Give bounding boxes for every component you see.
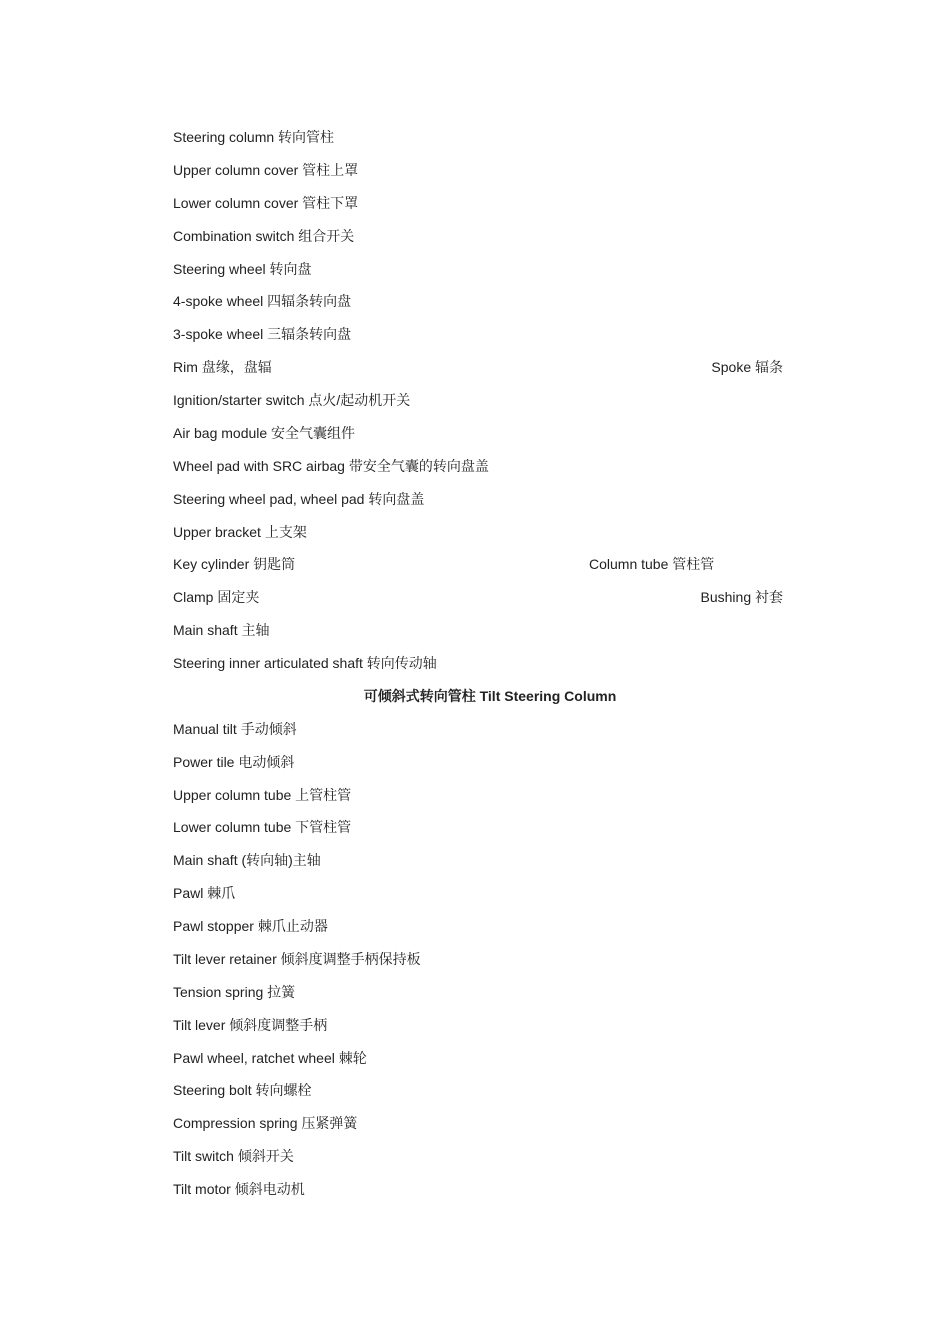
term-text: 4-spoke wheel 四辐条转向盘 <box>173 293 352 309</box>
term-line <box>173 323 783 345</box>
term-line <box>173 1014 783 1036</box>
term-line <box>173 1047 783 1069</box>
term-text: Main shaft 主轴 <box>173 622 270 638</box>
term-text: Main shaft (转向轴)主轴 <box>173 852 321 868</box>
term-line <box>173 948 783 970</box>
term-line <box>173 422 783 444</box>
term-line <box>173 981 783 1003</box>
term-text: Tilt switch 倾斜开关 <box>173 1148 294 1164</box>
term-text: 3-spoke wheel 三辐条转向盘 <box>173 326 352 342</box>
term-text: Pawl 棘爪 <box>173 885 236 901</box>
term-text: Combination switch 组合开关 <box>173 228 355 244</box>
term-text: Steering wheel 转向盘 <box>173 261 312 277</box>
term-text: Tilt lever 倾斜度调整手柄 <box>173 1017 328 1033</box>
term-line <box>173 126 783 148</box>
term-text: Power tile 电动倾斜 <box>173 754 295 770</box>
term-text: Tilt motor 倾斜电动机 <box>173 1181 305 1197</box>
term-text: Wheel pad with SRC airbag 带安全气囊的转向盘盖 <box>173 458 489 474</box>
term-text: Lower column cover 管柱下罩 <box>173 195 359 211</box>
term-line <box>173 192 783 214</box>
term-text: Lower column tube 下管柱管 <box>173 819 352 835</box>
term-text: Tilt lever retainer 倾斜度调整手柄保持板 <box>173 951 421 967</box>
term-line <box>173 455 783 477</box>
term-line <box>173 652 783 674</box>
term-line <box>173 816 783 838</box>
term-text: Steering bolt 转向螺栓 <box>173 1082 312 1098</box>
term-text: Steering wheel pad, wheel pad 转向盘盖 <box>173 491 425 507</box>
term-line <box>173 1112 783 1134</box>
term-text: Air bag module 安全气囊组件 <box>173 425 356 441</box>
term-text: Clamp 固定夹 <box>173 589 260 605</box>
term-text: Pawl stopper 棘爪止动器 <box>173 918 328 934</box>
term-text: Manual tilt 手动倾斜 <box>173 721 297 737</box>
term-text: Tension spring 拉簧 <box>173 984 296 1000</box>
term-line <box>173 553 783 575</box>
term-text-middle: Column tube 管柱管 <box>589 556 715 572</box>
term-line <box>173 915 783 937</box>
term-line <box>173 1079 783 1101</box>
term-text-right: Spoke 辐条 <box>711 359 783 375</box>
term-text: Steering inner articulated shaft 转向传动轴 <box>173 655 437 671</box>
term-text: Upper column cover 管柱上罩 <box>173 162 359 178</box>
term-line <box>173 521 783 543</box>
term-line <box>173 882 783 904</box>
term-text-right: Bushing 衬套 <box>700 589 783 605</box>
term-line <box>173 356 783 378</box>
section-heading: 可倾斜式转向管柱 Tilt Steering Column <box>363 688 617 704</box>
term-line <box>173 258 783 280</box>
term-text: Rim 盘缘，盘辐 <box>173 359 272 375</box>
term-line <box>173 225 783 247</box>
term-line <box>173 159 783 181</box>
term-text: Steering column 转向管柱 <box>173 129 335 145</box>
term-text: Ignition/starter switch 点火/起动机开关 <box>173 392 411 408</box>
term-text: Key cylinder 钥匙筒 <box>173 556 296 572</box>
term-line <box>173 586 783 608</box>
term-line <box>173 849 783 871</box>
term-line <box>173 619 783 641</box>
term-line <box>173 389 783 411</box>
term-line <box>173 751 783 773</box>
term-text: Pawl wheel, ratchet wheel 棘轮 <box>173 1050 367 1066</box>
term-line <box>173 1178 783 1200</box>
term-line <box>173 1145 783 1167</box>
term-line <box>173 784 783 806</box>
term-line <box>173 488 783 510</box>
term-line <box>173 290 783 312</box>
term-text: Upper bracket 上支架 <box>173 524 307 540</box>
term-text: Upper column tube 上管柱管 <box>173 787 352 803</box>
term-line <box>173 718 783 740</box>
term-text: Compression spring 压紧弹簧 <box>173 1115 358 1131</box>
